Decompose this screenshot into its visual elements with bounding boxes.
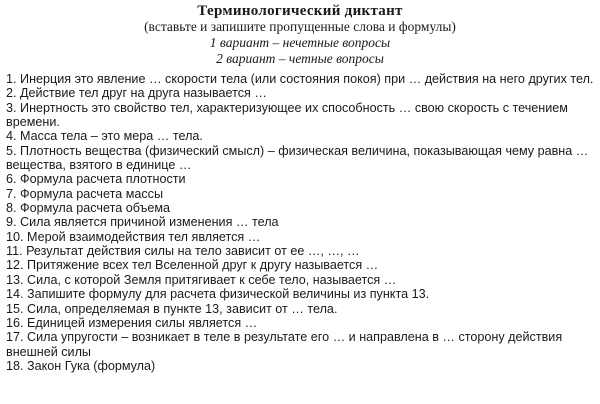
question-number: 10.: [6, 229, 24, 244]
question-text: Притяжение всех тел Вселенной друг к другу называется …: [27, 258, 379, 273]
question-number: 15.: [6, 301, 24, 316]
question-text: Единицей измерения силы является …: [27, 315, 258, 330]
question-number: 5.: [6, 143, 17, 158]
question-text: Сила, с которой Земля притягивает к себе тело, называется …: [27, 272, 397, 287]
variant-1-label: 1 вариант – нечетные вопросы: [209, 35, 391, 50]
question-item: [6, 72, 596, 86]
question-item: [6, 101, 596, 130]
question-item: [6, 287, 596, 301]
worksheet-header: [0, 0, 600, 66]
question-text: Сила является причиной изменения … тела: [20, 215, 279, 230]
question-text: Формула расчета массы: [20, 186, 164, 201]
question-text: Запишите формулу для расчета физической величины из пункта 13.: [27, 287, 430, 302]
question-item: [6, 258, 596, 272]
question-item: [6, 230, 596, 244]
question-text: Действие тел друг на друга называется …: [20, 86, 267, 101]
question-number: 14.: [6, 287, 24, 302]
question-text: Сила, определяемая в пункте 13, зависит от … тела.: [27, 301, 338, 316]
question-item: [6, 316, 596, 330]
question-text: Сила упругости – возникает в теле в результате его … и направлена в … сторону действия внешней силы: [6, 330, 563, 359]
question-number: 12.: [6, 258, 24, 273]
question-item: [6, 359, 596, 373]
question-text: Результат действия силы на тело зависит от ее …, …, …: [26, 244, 360, 259]
question-item: [6, 330, 596, 359]
question-item: [6, 244, 596, 258]
question-text: Инерция это явление … скорости тела (или состояния покоя) при … действия на него других тел.: [20, 72, 594, 86]
question-text: Плотность вещества (физический смысл) – физическая величина, показывающая чему равна … вещества, взятого в единице …: [6, 143, 589, 173]
question-number: 2.: [6, 86, 17, 101]
question-text: Формула расчета плотности: [20, 172, 186, 187]
question-item: [6, 86, 596, 100]
worksheet-instructions: (вставьте и запишите пропущенные слова и формулы): [144, 19, 456, 34]
question-number: 17.: [6, 330, 24, 345]
question-text: Инертность это свойство тел, характеризующее их способность … свою скорость с течением времени.: [6, 100, 568, 130]
question-number: 3.: [6, 100, 17, 115]
question-number: 6.: [6, 172, 17, 187]
variant-2-label: 2 вариант – четные вопросы: [216, 50, 384, 66]
question-text: Масса тела – это мера … тела.: [20, 129, 203, 144]
question-item: [6, 215, 596, 229]
question-item: [6, 302, 596, 316]
question-text: Мерой взаимодействия тел является …: [27, 229, 261, 244]
question-item: [6, 129, 596, 143]
question-item: [6, 273, 596, 287]
question-number: 16.: [6, 315, 24, 330]
question-number: 11.: [6, 244, 23, 259]
worksheet-title: Терминологический диктант: [197, 3, 403, 19]
question-text: Закон Гука (формула): [27, 358, 156, 373]
question-item: [6, 187, 596, 201]
question-item: [6, 144, 596, 173]
question-number: 9.: [6, 215, 17, 230]
question-number: 1.: [6, 72, 17, 86]
question-number: 4.: [6, 129, 17, 144]
question-list: [0, 72, 600, 373]
question-item: [6, 201, 596, 215]
question-number: 13.: [6, 272, 24, 287]
question-number: 7.: [6, 186, 17, 201]
question-number: 8.: [6, 201, 17, 216]
question-number: 18.: [6, 358, 24, 373]
question-item: [6, 172, 596, 186]
question-text: Формула расчета объема: [20, 201, 171, 216]
